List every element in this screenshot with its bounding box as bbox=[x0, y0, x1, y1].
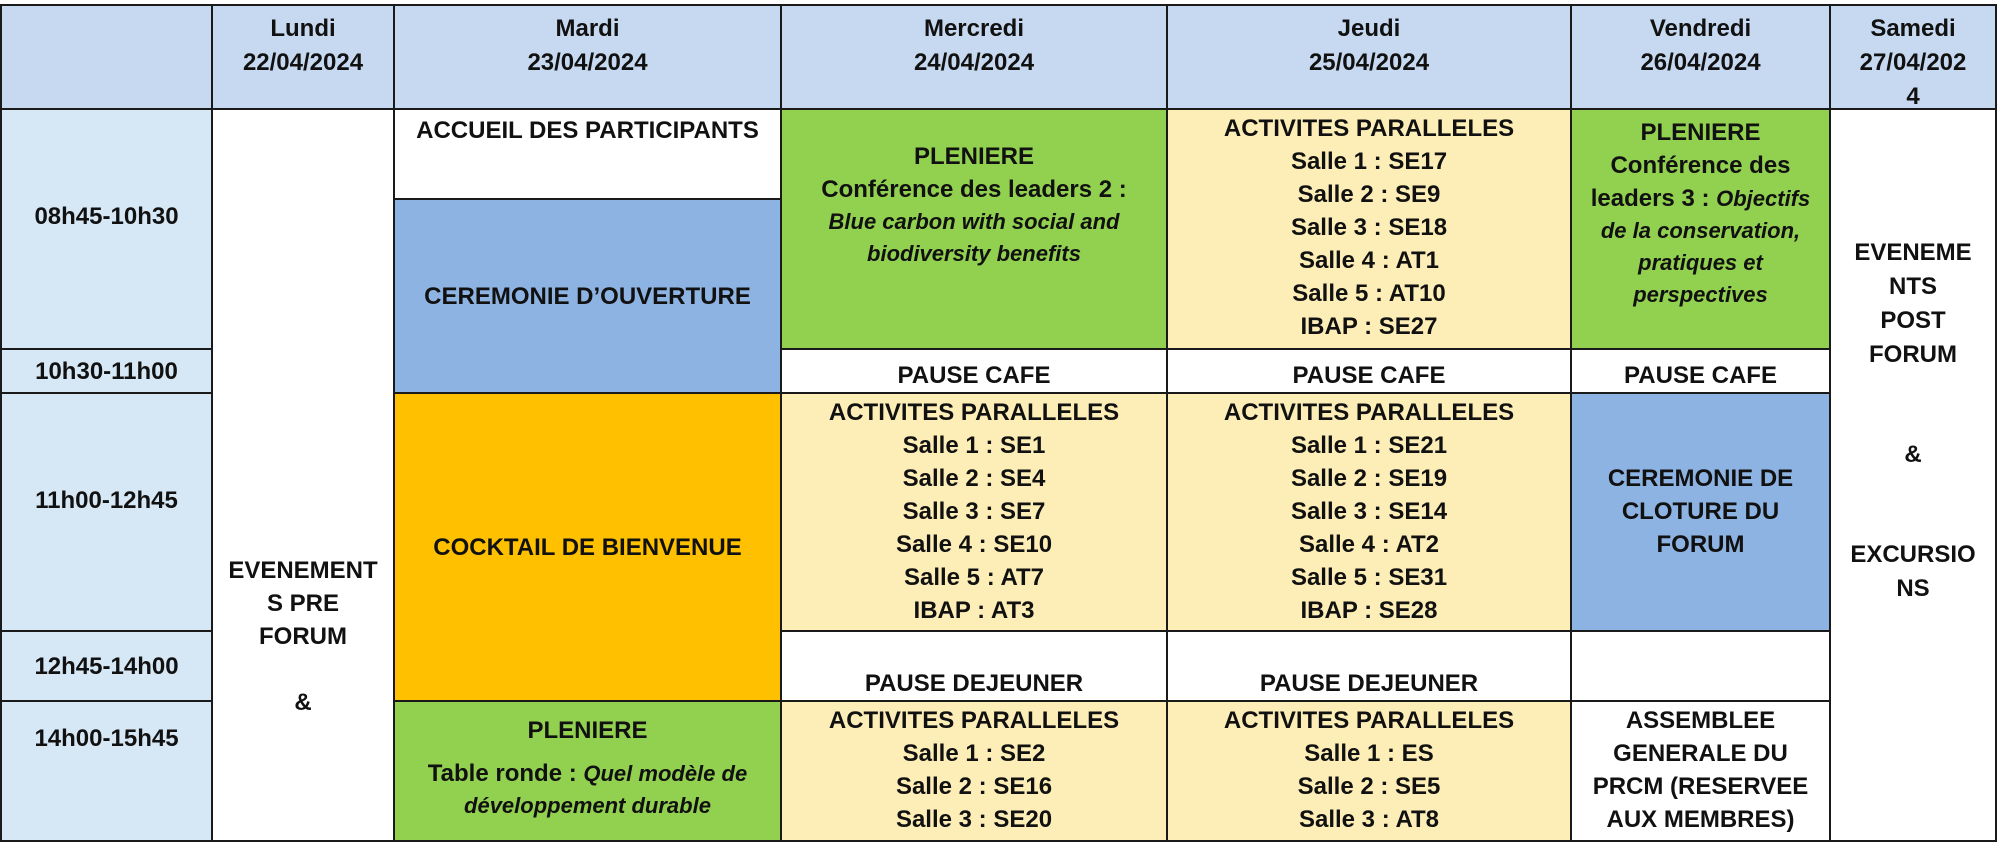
day-name: Vendredi bbox=[1649, 15, 1752, 42]
day-date: 23/04/2024 bbox=[527, 49, 648, 76]
header-mercredi bbox=[780, 4, 1168, 110]
day-date-cont: 4 bbox=[1906, 83, 1920, 110]
time-slot: 11h00-12h45 bbox=[0, 392, 213, 632]
mardi-ceremonie-ouverture: CEREMONIE D’OUVERTURE bbox=[393, 198, 782, 394]
header-jeudi bbox=[1166, 4, 1572, 110]
mercredi-pause-cafe: PAUSE CAFE bbox=[780, 348, 1168, 394]
header-lundi bbox=[211, 4, 395, 110]
day-date: 25/04/2024 bbox=[1308, 49, 1430, 76]
day-name: Samedi bbox=[1870, 15, 1956, 42]
header-corner bbox=[0, 4, 213, 110]
jeudi-pause-cafe: PAUSE CAFE bbox=[1166, 348, 1572, 394]
jeudi-pause-dejeuner: PAUSE DEJEUNER bbox=[1166, 630, 1572, 702]
time-slot: 12h45-14h00 bbox=[0, 630, 213, 702]
vendredi-assemblee-generale: ASSEMBLEE GENERALE DU PRCM (RESERVEE AUX MEMBRES) bbox=[1570, 700, 1831, 842]
vendredi-empty-slot bbox=[1570, 630, 1831, 702]
day-date: 22/04/2024 bbox=[242, 49, 364, 76]
time-slot: 14h00-15h45 bbox=[0, 700, 213, 842]
day-name: Lundi bbox=[270, 15, 336, 42]
mardi-cocktail: COCKTAIL DE BIENVENUE bbox=[393, 392, 782, 702]
mercredi-pleniere: PLENIERE Conférence des leaders 2 : Blue carbon with social and biodiversity benefits bbox=[780, 108, 1168, 350]
time-slot: 10h30-11h00 bbox=[0, 348, 213, 394]
jeudi-activites-paralleles-0: ACTIVITES PARALLELES Salle 1 : SE17 Salle 2 : SE9 Salle 3 : SE18 Salle 4 : AT1 Salle 5 : AT10 IBAP : SE27 bbox=[1166, 108, 1572, 350]
day-name: Mardi bbox=[555, 15, 620, 42]
jeudi-activites-paralleles-1: ACTIVITES PARALLELES Salle 1 : SE21 Salle 2 : SE19 Salle 3 : SE14 Salle 4 : AT2 Salle 5 : SE31 IBAP : SE28 bbox=[1166, 392, 1572, 632]
header-vendredi bbox=[1570, 4, 1831, 110]
mercredi-activites-paralleles-2: ACTIVITES PARALLELES Salle 1 : SE2 Salle 2 : SE16 Salle 3 : SE20 bbox=[780, 700, 1168, 842]
lundi-pre-forum-events: EVENEMENT S PRE FORUM & bbox=[211, 108, 395, 842]
day-name: Jeudi bbox=[1337, 15, 1401, 42]
vendredi-pause-cafe: PAUSE CAFE bbox=[1570, 348, 1831, 394]
day-date: 27/04/202 bbox=[1859, 49, 1967, 76]
time-slot: 08h45-10h30 bbox=[0, 108, 213, 350]
jeudi-activites-paralleles-2: ACTIVITES PARALLELES Salle 1 : ES Salle 2 : SE5 Salle 3 : AT8 bbox=[1166, 700, 1572, 842]
mardi-pleniere: PLENIERE Table ronde : Quel modèle de développement durable bbox=[393, 700, 782, 842]
header-mardi bbox=[393, 4, 782, 110]
vendredi-pleniere: PLENIERE Conférence des leaders 3 : Objectifs de la conservation, pratiques et perspectives bbox=[1570, 108, 1831, 350]
mercredi-pause-dejeuner: PAUSE DEJEUNER bbox=[780, 630, 1168, 702]
mardi-accueil: ACCUEIL DES PARTICIPANTS bbox=[393, 108, 782, 200]
vendredi-ceremonie-cloture: CEREMONIE DE CLOTURE DU FORUM bbox=[1570, 392, 1831, 632]
day-date: 24/04/2024 bbox=[913, 49, 1035, 76]
samedi-post-forum-events: EVENEME NTS POST FORUM & EXCURSIO NS bbox=[1829, 108, 1997, 842]
mercredi-activites-paralleles-1: ACTIVITES PARALLELES Salle 1 : SE1 Salle 2 : SE4 Salle 3 : SE7 Salle 4 : SE10 Salle 5 : AT7 IBAP : AT3 bbox=[780, 392, 1168, 632]
day-name: Mercredi bbox=[923, 15, 1025, 42]
header-samedi bbox=[1829, 4, 1997, 110]
day-date: 26/04/2024 bbox=[1640, 49, 1761, 76]
